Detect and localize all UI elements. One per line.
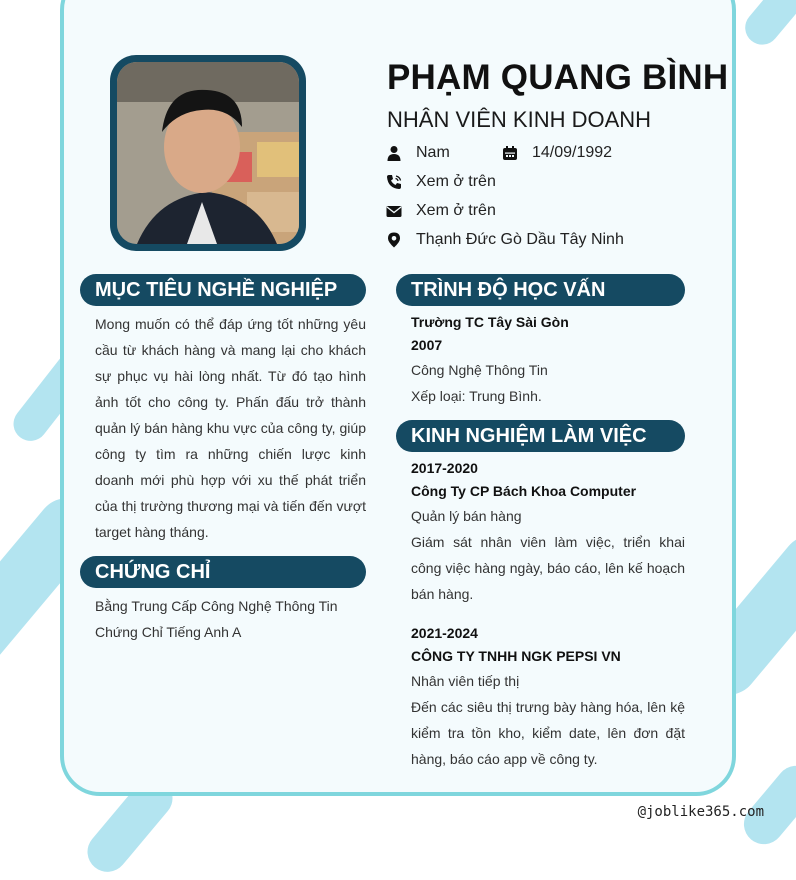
profile-photo-frame (110, 55, 306, 251)
info-email (386, 202, 496, 220)
profile-photo (117, 62, 299, 244)
info-address (386, 231, 624, 249)
certificate-item: Chứng Chỉ Tiếng Anh A (95, 624, 242, 640)
experience-heading: KINH NGHIỆM LÀM VIỆC (396, 420, 685, 452)
address-value: Thạnh Đức Gò Dầu Tây Ninh (416, 231, 624, 248)
candidate-position: NHÂN VIÊN KINH DOANH (387, 107, 652, 132)
job-company: Công Ty CP Bách Khoa Computer (411, 483, 637, 499)
education-year: 2007 (411, 337, 443, 353)
job-role: Quản lý bán hàng (411, 508, 522, 524)
user-icon (386, 145, 402, 161)
profile-photo-illustration (117, 62, 299, 244)
education-grade: Xếp loại: Trung Bình. (411, 388, 542, 404)
map-pin-icon (386, 232, 402, 248)
background-stripe (738, 0, 796, 52)
birthdate-value: 14/09/1992 (532, 144, 613, 161)
calendar-icon (502, 145, 518, 161)
job-period: 2021-2024 (411, 625, 478, 641)
certificate-item: Bằng Trung Cấp Công Nghệ Thông Tin (95, 598, 338, 614)
objective-text: Mong muốn có thể đáp ứng tốt những yêu cầu từ khách hàng và mang lại cho khách sự phục vụ hài lòng nhất. Từ đó tạo hình ảnh tốt cho công ty. Phấn đấu trở thành quản lý bán hàng khu vực của công ty, giúp công ty tìm ra những chiến lược kinh doanh mới phù hợp với xu thế phát triển của thị trường thương mại và tiến đến vượt target hàng tháng. (95, 316, 366, 540)
job-description: Đến các siêu thị trưng bày hàng hóa, lên kệ kiểm tra tồn kho, kiểm date, lên đơn đặt hàng, báo cáo app về công ty. (411, 699, 685, 767)
info-phone (386, 173, 496, 191)
candidate-name: PHẠM QUANG BÌNH (387, 58, 729, 97)
objective-heading: MỤC TIÊU NGHỀ NGHIỆP (80, 274, 366, 306)
gender-value: Nam (416, 144, 450, 161)
certificates-heading: CHỨNG CHỈ (80, 556, 366, 588)
info-birthdate (502, 144, 612, 162)
job-description: Giám sát nhân viên làm việc, triển khai công việc hàng ngày, báo cáo, lên kế hoạch bán hàng. (411, 534, 685, 602)
job-period: 2017-2020 (411, 460, 478, 476)
job-role: Nhân viên tiếp thị (411, 673, 520, 689)
phone-icon (386, 174, 402, 190)
email-value: Xem ở trên (416, 202, 496, 219)
phone-value: Xem ở trên (416, 173, 496, 190)
education-school: Trường TC Tây Sài Gòn (411, 314, 569, 330)
info-gender (386, 144, 450, 162)
education-major: Công Nghệ Thông Tin (411, 362, 548, 378)
watermark: @joblike365.com (637, 804, 764, 820)
job-company: CÔNG TY TNHH NGK PEPSI VN (411, 648, 621, 664)
education-heading: TRÌNH ĐỘ HỌC VẤN (396, 274, 685, 306)
envelope-icon (386, 203, 402, 219)
